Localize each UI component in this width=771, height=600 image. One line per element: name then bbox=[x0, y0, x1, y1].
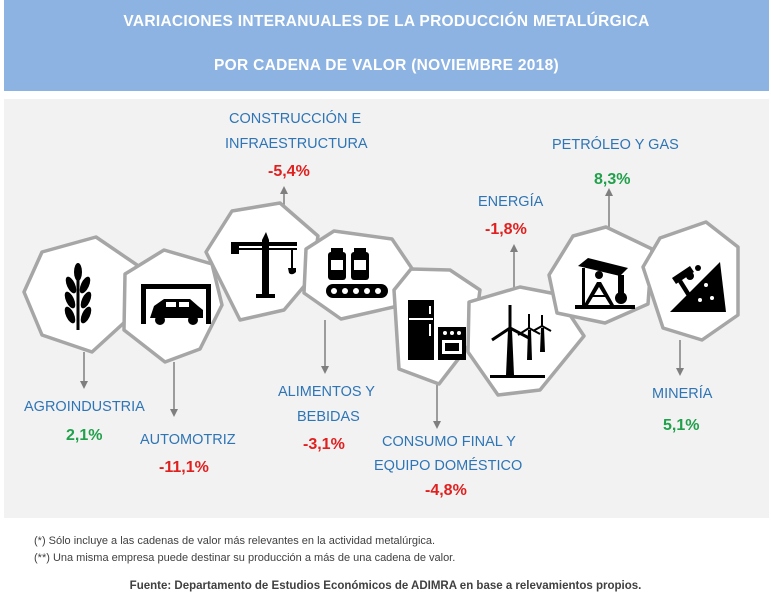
value-alimentos: -3,1% bbox=[303, 436, 345, 453]
label-energia: ENERGÍA bbox=[478, 194, 544, 210]
label-construccion-line2: INFRAESTRUCTURA bbox=[225, 136, 368, 152]
value-petroleo: 8,3% bbox=[594, 171, 631, 188]
hexagon-mineria bbox=[643, 222, 738, 340]
value-consumo: -4,8% bbox=[425, 482, 467, 499]
label-consumo-line1: CONSUMO FINAL Y bbox=[382, 434, 516, 450]
value-energia: -1,8% bbox=[485, 221, 527, 238]
label-alimentos-line1: ALIMENTOS Y bbox=[278, 384, 375, 400]
source-note: Fuente: Departamento de Estudios Económicos de ADIMRA en base a relevamientos propios. bbox=[129, 580, 642, 592]
title-line-2: POR CADENA DE VALOR (NOVIEMBRE 2018) bbox=[214, 57, 559, 74]
value-construccion: -5,4% bbox=[268, 163, 310, 180]
label-agroindustria: AGROINDUSTRIA bbox=[24, 399, 145, 415]
label-alimentos-line2: BEBIDAS bbox=[297, 409, 360, 425]
footnote-2: (**) Una misma empresa puede destinar su producción a más de una cadena de valor. bbox=[34, 552, 456, 564]
label-consumo-line2: EQUIPO DOMÉSTICO bbox=[374, 458, 523, 474]
label-petroleo: PETRÓLEO Y GAS bbox=[552, 137, 679, 153]
value-automotriz: -11,1% bbox=[159, 459, 209, 476]
footnote-1: (*) Sólo incluye a las cadenas de valor más relevantes en la actividad metalúrgica. bbox=[34, 535, 436, 547]
hexagon-agroindustria bbox=[24, 237, 138, 352]
label-mineria: MINERÍA bbox=[652, 386, 713, 402]
label-construccion-line1: CONSTRUCCIÓN E bbox=[229, 111, 362, 127]
title-line-1: VARIACIONES INTERANUALES DE LA PRODUCCIÓN METALÚRGICA bbox=[123, 13, 650, 30]
value-mineria: 5,1% bbox=[663, 417, 700, 434]
label-automotriz: AUTOMOTRIZ bbox=[140, 432, 236, 448]
value-agroindustria: 2,1% bbox=[66, 427, 103, 444]
